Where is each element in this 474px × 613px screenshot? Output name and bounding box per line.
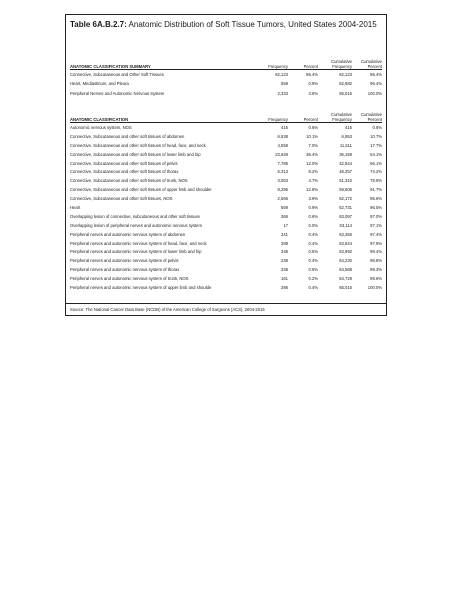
table-row	[70, 265, 382, 274]
row-label: Connective, Subcutaneous and other soft tissues of head, face, and neck	[70, 142, 206, 148]
frequency-cell: 559	[281, 204, 288, 210]
percent-cell: 0.6%	[308, 124, 318, 130]
table-row	[70, 212, 382, 221]
frequency-cell: 348	[281, 249, 288, 255]
row-label: Peripheral nerves and autonomic nervous system of pelvis	[70, 258, 179, 264]
table-row	[70, 167, 382, 176]
cum-frequency-cell: 64,729	[339, 276, 352, 282]
percent-cell: 0.4%	[308, 231, 318, 237]
summary-cum-frequency-header-1: Cumulative	[331, 59, 352, 64]
cum-percent-cell: 96.5%	[370, 204, 382, 210]
detail-percent-header: Percent	[288, 117, 318, 123]
frequency-cell: 5,313	[277, 169, 288, 175]
percent-cell: 95.4%	[306, 72, 318, 78]
table-row	[70, 230, 382, 239]
cum-frequency-cell: 63,992	[339, 249, 352, 255]
cum-frequency-cell: 63,097	[339, 213, 352, 219]
cum-percent-cell: 98.8%	[370, 258, 382, 264]
frequency-cell: 23,648	[275, 151, 288, 157]
frequency-cell: 4,558	[277, 142, 288, 148]
summary-percent-header: Percent	[288, 64, 318, 70]
cum-frequency-cell: 62,123	[339, 72, 352, 78]
percent-cell: 3.9%	[308, 196, 318, 202]
cum-percent-cell: 97.1%	[370, 222, 382, 228]
cum-frequency-cell: 11,511	[339, 142, 352, 148]
frequency-cell: 62,123	[275, 72, 288, 78]
cum-frequency-cell: 59,606	[339, 187, 352, 193]
frequency-cell: 415	[281, 124, 288, 130]
percent-cell: 36.4%	[306, 151, 318, 157]
percent-cell: 4.7%	[308, 178, 318, 184]
detail-rows	[70, 123, 382, 292]
cum-percent-cell: 74.2%	[370, 169, 382, 175]
cum-frequency-cell: 48,257	[339, 169, 352, 175]
detail-frequency-header: Frequency	[250, 117, 288, 123]
cum-percent-cell: 100.0%	[367, 284, 382, 290]
table-row	[70, 247, 382, 256]
cum-percent-cell: 99.6%	[370, 276, 382, 282]
percent-cell: 0.9%	[308, 204, 318, 210]
frequency-cell: 238	[281, 258, 288, 264]
cum-percent-cell: 78.9%	[370, 178, 382, 184]
cum-percent-cell: 0.6%	[372, 124, 382, 130]
table-row	[70, 185, 382, 194]
cum-frequency-cell: 51,310	[339, 178, 352, 184]
row-label: Peripheral nerves and autonomic nervous system of abdomen	[70, 231, 186, 237]
summary-cum-frequency-header-2: Frequency	[318, 64, 352, 70]
row-label: Connective, Subcutaneous and other soft tissues of thorax	[70, 169, 179, 175]
frequency-cell: 8,296	[277, 187, 288, 193]
percent-cell: 7.0%	[308, 142, 318, 148]
percent-cell: 0.0%	[308, 222, 318, 228]
summary-table	[70, 59, 382, 98]
table-row	[70, 194, 382, 203]
cum-frequency-cell: 35,159	[339, 151, 352, 157]
table-row	[70, 79, 382, 88]
frequency-cell: 366	[281, 213, 288, 219]
percent-cell: 0.2%	[308, 276, 318, 282]
frequency-cell: 6,538	[277, 133, 288, 139]
cum-percent-cell: 96.4%	[370, 81, 382, 87]
row-label: Connective, Subcutaneous and other soft tissues of lower limb and hip	[70, 151, 201, 157]
table-row	[70, 256, 382, 265]
source-note: Source: The National Cancer Data Base (NCDB) of the American College of Surgeons (ACS), 2004-2015	[66, 303, 386, 312]
percent-cell: 3.6%	[308, 90, 318, 96]
cum-percent-cell: 98.4%	[370, 249, 382, 255]
cum-frequency-cell: 6,953	[341, 133, 352, 139]
frequency-cell: 286	[281, 284, 288, 290]
cum-percent-cell: 95.4%	[370, 72, 382, 78]
cum-percent-cell: 95.6%	[370, 196, 382, 202]
row-label: Peripheral nerves and autonomic nervous system of thorax	[70, 267, 180, 273]
row-label: Peripheral Nerves and Autonomic Nervous System	[70, 90, 165, 96]
cum-percent-cell: 10.7%	[370, 133, 382, 139]
table-row	[70, 283, 382, 292]
table-row	[70, 176, 382, 185]
cum-frequency-cell: 63,114	[339, 222, 352, 228]
percent-cell: 8.2%	[308, 169, 318, 175]
frequency-cell: 338	[281, 267, 288, 273]
summary-cum-percent-header-1: Cumulative	[361, 59, 382, 64]
cum-frequency-cell: 62,682	[339, 81, 352, 87]
table-container	[65, 14, 387, 316]
frequency-cell: 289	[281, 240, 288, 246]
cum-frequency-cell: 64,568	[339, 267, 352, 273]
row-label: Connective, Subcutaneous and other soft tissues, NOS	[70, 196, 173, 202]
row-label: Peripheral nerves and autonomic nervous system of upper limb and shoulde	[70, 284, 212, 290]
table-row	[70, 150, 382, 159]
frequency-cell: 161	[281, 276, 288, 282]
cum-frequency-cell: 63,355	[339, 231, 352, 237]
summary-rows	[70, 70, 382, 98]
row-label: Overlapping lesion of peripheral nerves and autonomic nervous system	[70, 222, 202, 228]
summary-cum-percent-header-2: Percent	[352, 64, 382, 70]
percent-cell: 0.4%	[308, 284, 318, 290]
cum-frequency-cell: 65,015	[339, 284, 352, 290]
cum-frequency-cell: 65,015	[339, 90, 352, 96]
percent-cell: 0.5%	[308, 249, 318, 255]
table-row	[70, 159, 382, 168]
detail-label-header: ANATOMIC CLASSIFICATION	[70, 117, 250, 123]
row-label: Heart	[70, 204, 81, 210]
table-number: Table 6A.B.2.7:	[70, 20, 127, 29]
row-label: Connective, Subcutaneous and Other Soft Tissues	[70, 72, 164, 78]
cum-percent-cell: 97.4%	[370, 231, 382, 237]
frequency-cell: 2,333	[277, 90, 288, 96]
row-label: Peripheral nerves and autonomic nervous system of lower limb and hip	[70, 249, 202, 255]
frequency-cell: 2,566	[277, 196, 288, 202]
row-label: Connective, Subcutaneous and other soft tissues of pelvis	[70, 160, 178, 166]
detail-cum-frequency-header-2: Frequency	[318, 117, 352, 123]
percent-cell: 0.4%	[308, 258, 318, 264]
cum-percent-cell: 91.7%	[370, 187, 382, 193]
row-label: Autonomic nervous system, NOS	[70, 124, 132, 130]
table-row	[70, 203, 382, 212]
cum-percent-cell: 97.9%	[370, 240, 382, 246]
cum-frequency-cell: 62,172	[339, 196, 352, 202]
row-label: Connective, Subcutaneous and other soft tissues of abdomen	[70, 133, 185, 139]
row-label: Connective, Subcutaneous and other soft tissues of upper limb and shoulder	[70, 187, 212, 193]
percent-cell: 0.9%	[308, 81, 318, 87]
cum-percent-cell: 54.1%	[370, 151, 382, 157]
table-row	[70, 132, 382, 141]
summary-label-header: ANATOMIC CLASSIFICATION SUMMARY	[70, 64, 250, 70]
detail-cum-percent-header-2: Percent	[352, 117, 382, 123]
table-title	[70, 20, 377, 29]
table-row	[70, 89, 382, 98]
cum-percent-cell: 100.0%	[367, 90, 382, 96]
summary-frequency-header: Frequency	[250, 64, 288, 70]
detail-table	[70, 112, 382, 292]
table-row	[70, 70, 382, 80]
row-label: Overlapping lesion of connective, subcutaneous and other soft tissues	[70, 213, 200, 219]
percent-cell: 0.6%	[308, 213, 318, 219]
percent-cell: 12.0%	[306, 160, 318, 166]
row-label: Peripheral nerves and autonomic nervous system of trunk, NOS	[70, 276, 189, 282]
table-row	[70, 123, 382, 132]
cum-frequency-cell: 62,731	[339, 204, 352, 210]
cum-frequency-cell: 415	[345, 124, 352, 130]
cum-percent-cell: 66.1%	[370, 160, 382, 166]
cum-percent-cell: 17.7%	[370, 142, 382, 148]
percent-cell: 0.4%	[308, 240, 318, 246]
table-row	[70, 221, 382, 230]
cum-frequency-cell: 63,644	[339, 240, 352, 246]
cum-frequency-cell: 42,944	[339, 160, 352, 166]
percent-cell: 0.5%	[308, 267, 318, 273]
row-label: Peripheral nerves and autonomic nervous system of head, face, and neck	[70, 240, 207, 246]
table-row	[70, 239, 382, 248]
table-row	[70, 274, 382, 283]
table-caption: Anatomic Distribution of Soft Tissue Tumors, United States 2004-2015	[126, 20, 377, 29]
detail-cum-percent-header-1: Cumulative	[361, 112, 382, 117]
cum-percent-cell: 97.0%	[370, 213, 382, 219]
cum-percent-cell: 99.3%	[370, 267, 382, 273]
percent-cell: 10.1%	[306, 133, 318, 139]
detail-cum-frequency-header-1: Cumulative	[331, 112, 352, 117]
frequency-cell: 7,785	[277, 160, 288, 166]
frequency-cell: 559	[281, 81, 288, 87]
row-label: Heart, Mediastinum, and Pleura	[70, 81, 129, 87]
percent-cell: 12.8%	[306, 187, 318, 193]
frequency-cell: 3,053	[277, 178, 288, 184]
table-row	[70, 141, 382, 150]
frequency-cell: 241	[281, 231, 288, 237]
row-label: Connective, Subcutaneous and other soft tissues of trunk, NOS	[70, 178, 188, 184]
cum-frequency-cell: 64,230	[339, 258, 352, 264]
frequency-cell: 17	[283, 222, 288, 228]
